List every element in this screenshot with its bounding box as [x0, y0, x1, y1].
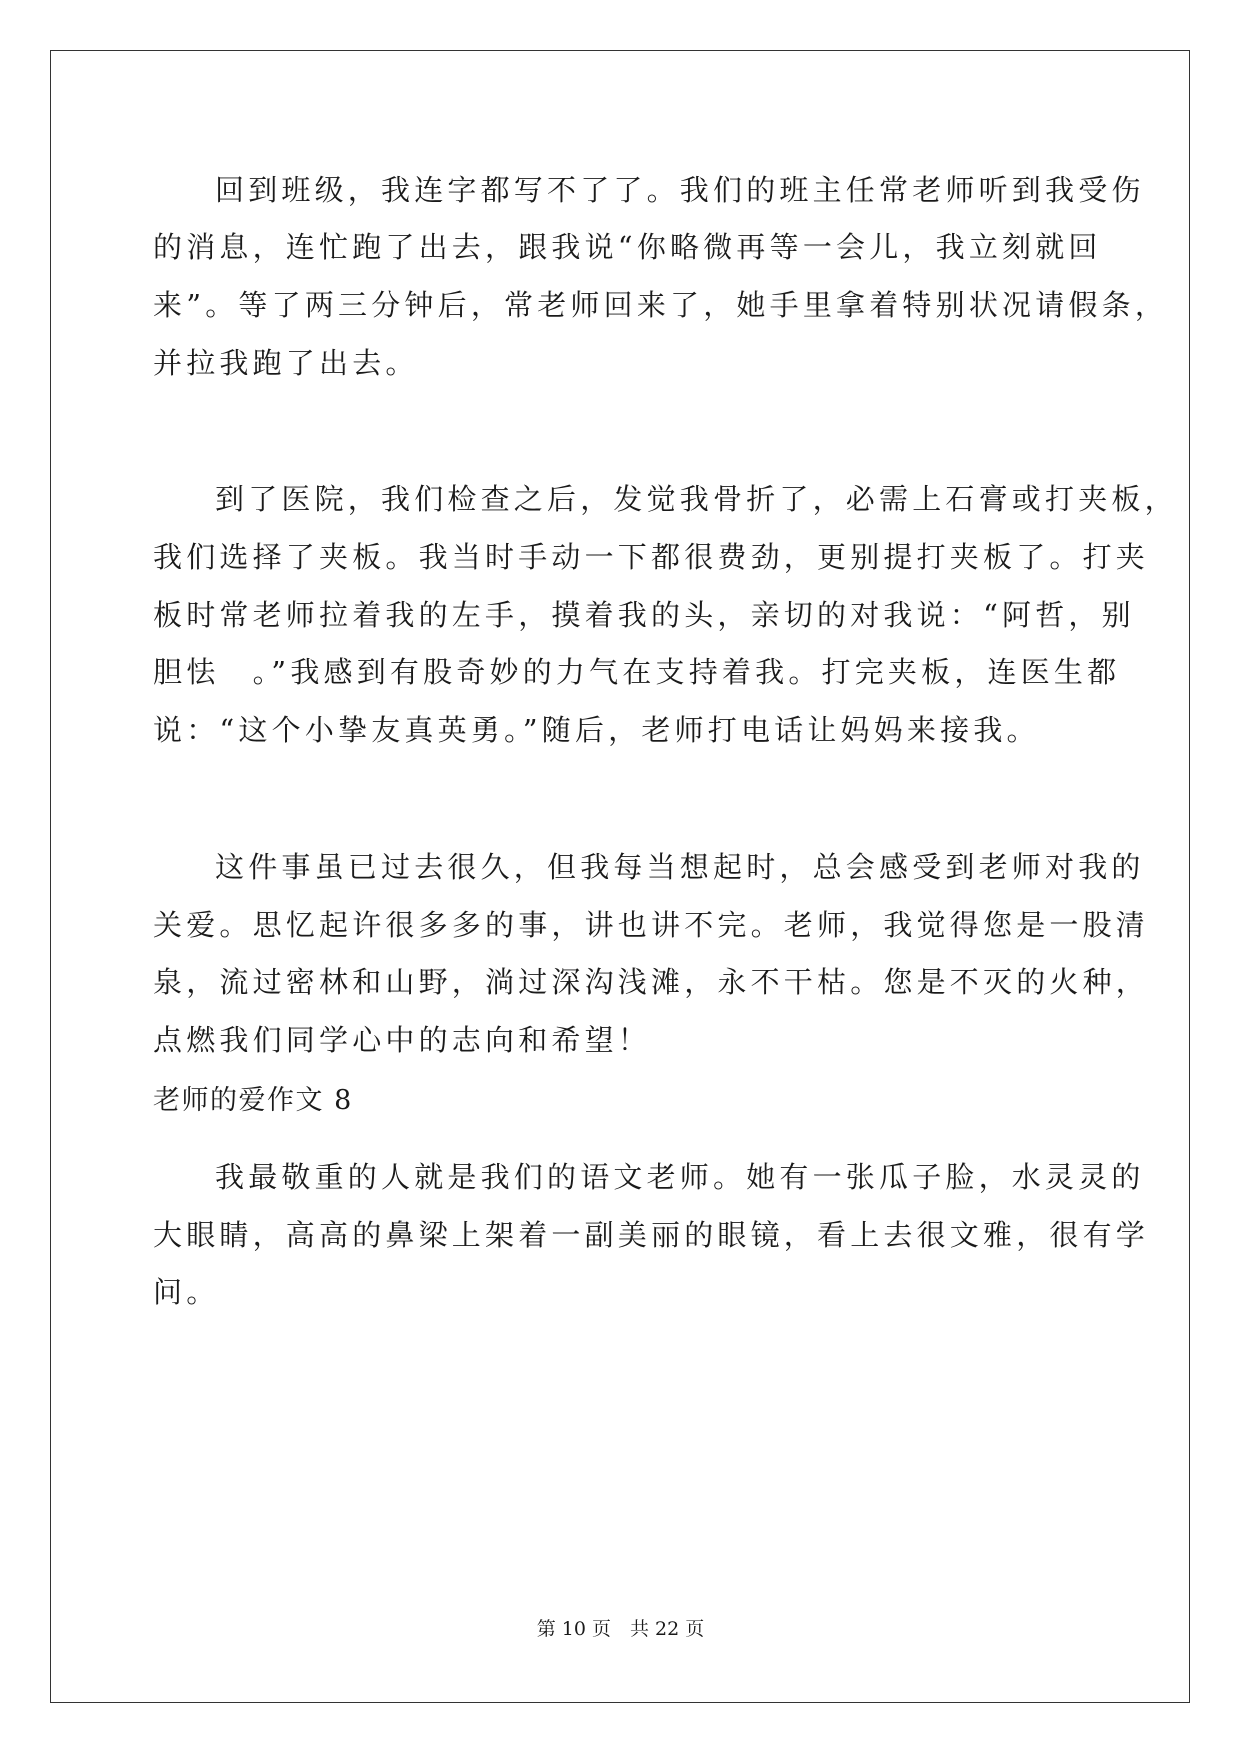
body-line: 关爱。思忆起许很多多的事，讲也讲不完。老师，我觉得您是一股清	[153, 908, 1150, 942]
body-line: 说：“这个小挚友真英勇。”随后，老师打电话让妈妈来接我。	[153, 713, 1040, 747]
body-line: 大眼睛，高高的鼻梁上架着一副美丽的眼镜，看上去很文雅，很有学	[153, 1218, 1150, 1252]
section-heading: 老师的爱作文 8	[153, 1085, 353, 1116]
body-line: 到了医院，我们检查之后，发觉我骨折了，必需上石膏或打夹板，	[215, 482, 1178, 516]
body-line: 点燃我们同学心中的志向和希望！	[153, 1023, 652, 1057]
page-number-footer: 第 10 页 共 22 页	[536, 1618, 705, 1640]
body-line: 我们选择了夹板。我当时手动一下都很费劲，更别提打夹板了。打夹	[153, 540, 1150, 574]
body-line: 并拉我跑了出去。	[153, 346, 419, 380]
body-line: 这件事虽已过去很久，但我每当想起时，总会感受到老师对我的	[215, 850, 1145, 884]
body-line: 来”。等了两三分钟后，常老师回来了，她手里拿着特别状况请假条，	[153, 288, 1169, 322]
body-line: 胆怯 。”我感到有股奇妙的力气在支持着我。打完夹板，连医生都	[153, 655, 1121, 689]
body-line: 泉，流过密林和山野，淌过深沟浅滩，永不干枯。您是不灭的火种，	[153, 965, 1150, 999]
body-line: 的消息，连忙跑了出去，跟我说“你略微再等一会儿，我立刻就回	[153, 230, 1102, 264]
body-line: 板时常老师拉着我的左手，摸着我的头，亲切的对我说：“阿哲，别	[153, 598, 1135, 632]
body-line: 回到班级，我连字都写不了了。我们的班主任常老师听到我受伤	[215, 173, 1145, 207]
body-line: 我最敬重的人就是我们的语文老师。她有一张瓜子脸，水灵灵的	[215, 1160, 1145, 1194]
body-line: 问。	[153, 1275, 220, 1309]
